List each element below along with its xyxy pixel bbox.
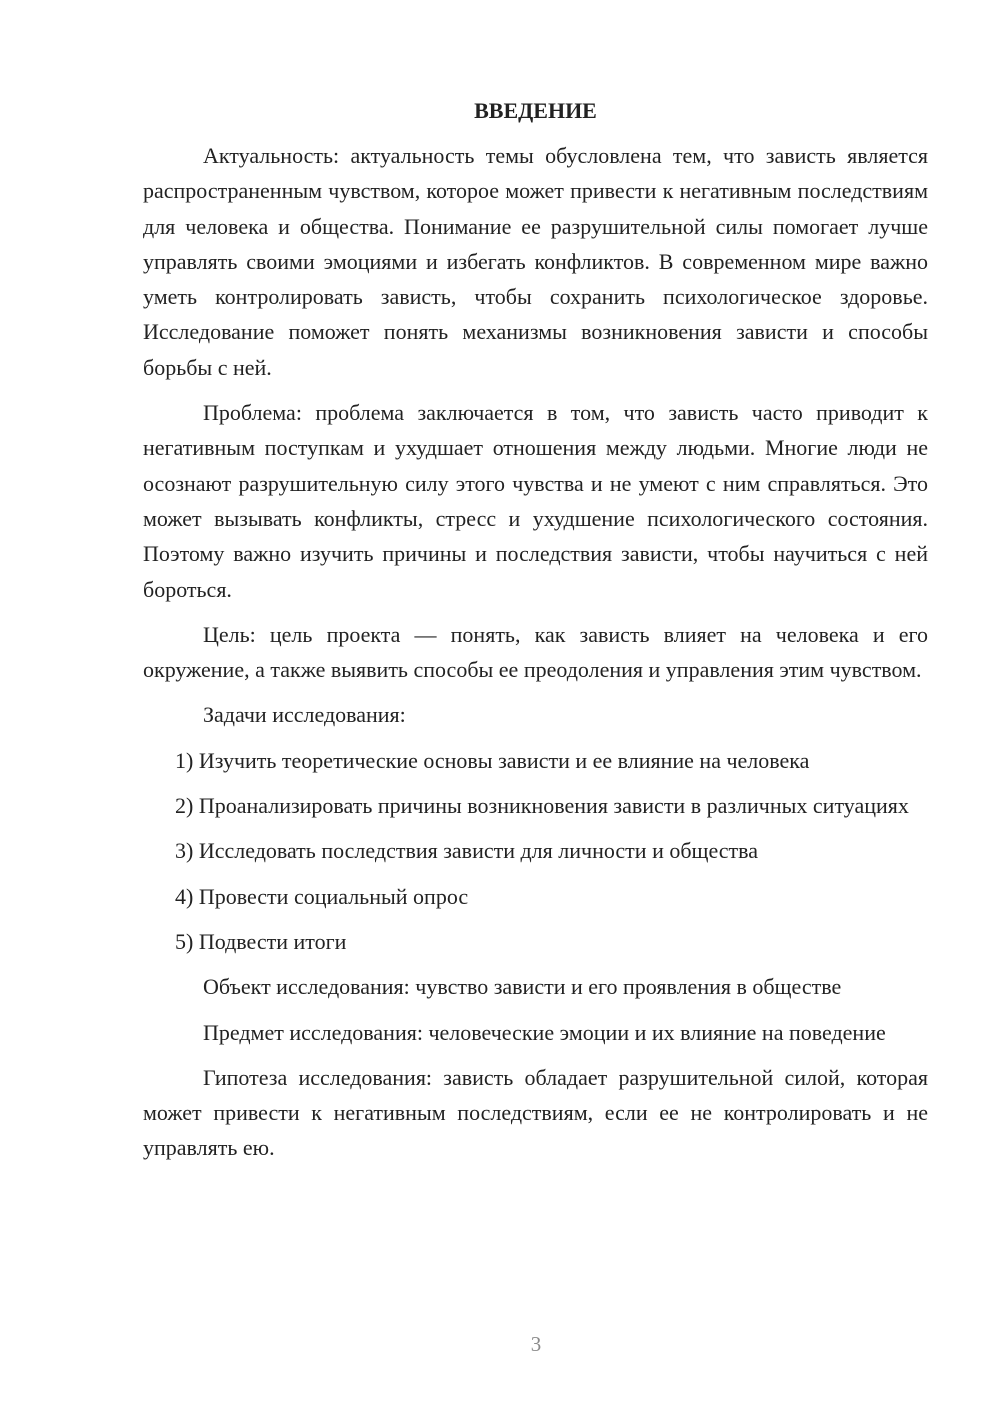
document-page: [143, 96, 928, 1176]
section-heading: ВВЕДЕНИЕ: [474, 98, 597, 123]
relevance-paragraph: Актуальность: актуальность темы обусловлена тем, что зависть является распространенным чувством, которое может привести к негативным последствиям для человека и общества. Понимание ее разрушительной силы помогает лучше управлять своими эмоциями и избегать конфликтов. В современном мире важно уметь контролировать зависть, чтобы сохранить психологическое здоровье. Исследование поможет понять механизмы возникновения зависти и способы борьбы с ней.: [143, 143, 928, 380]
tasks-heading: Задачи исследования:: [203, 702, 406, 728]
subject-paragraph: Предмет исследования: человеческие эмоции и их влияние на поведение: [203, 1019, 886, 1045]
task-item-4: 4) Провести социальный опрос: [175, 883, 469, 909]
task-item-3: 3) Исследовать последствия зависти для личности и общества: [175, 838, 759, 864]
goal-paragraph: Цель: цель проекта — понять, как зависть влияет на человека и его окружение, а также выявить способы ее преодоления и управления этим чувством.: [143, 621, 928, 683]
problem-paragraph: Проблема: проблема заключается в том, что зависть часто приводит к негативным поступкам и ухудшает отношения между людьми. Многие люди не осознают разрушительную силу этого чувства и не умеют с ним справляться. Это может вызывать конфликты, стресс и ухудшение психологического состояния. Поэтому важно изучить причины и последствия зависти, чтобы научиться с ней бороться.: [143, 400, 928, 602]
hypothesis-paragraph: Гипотеза исследования: зависть обладает разрушительной силой, которая может привести к негативным последствиям, если ее не контролировать и не управлять ею.: [143, 1064, 928, 1161]
object-paragraph: Объект исследования: чувство зависти и его проявления в обществе: [203, 974, 842, 1000]
task-item-1: 1) Изучить теоретические основы зависти и ее влияние на человека: [175, 747, 810, 773]
task-item-2: 2) Проанализировать причины возникновения зависти в различных ситуациях: [175, 793, 909, 819]
task-item-5: 5) Подвести итоги: [175, 928, 347, 954]
page-number: 3: [530, 1332, 542, 1356]
